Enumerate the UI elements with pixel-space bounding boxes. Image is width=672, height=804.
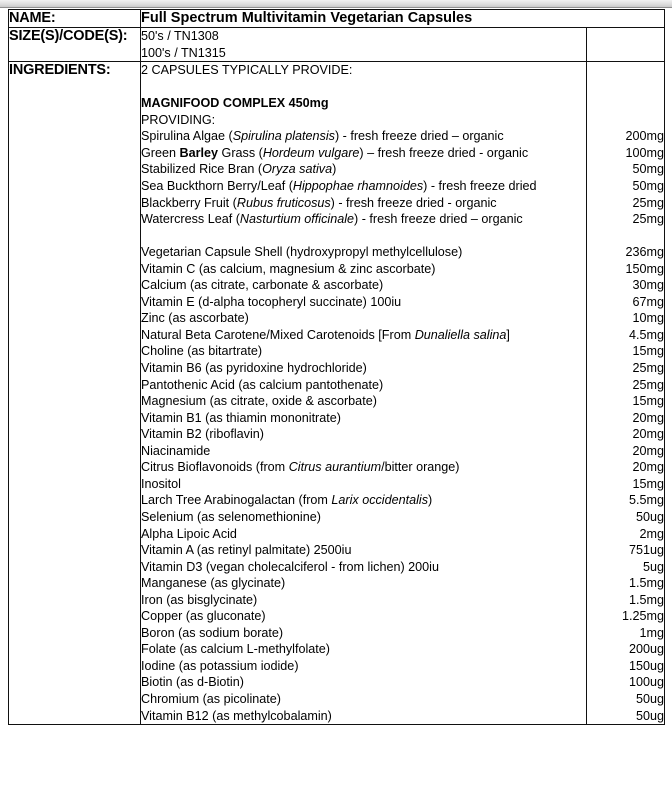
ingredient-amount: 20mg	[632, 460, 665, 475]
amount-spacer	[587, 62, 664, 79]
ingredient-amount	[587, 95, 664, 112]
ingredient-line: Pantothenic Acid (as calcium pantothenate)	[141, 377, 384, 392]
ingredient-line: Sea Buckthorn Berry/Leaf (Hippophae rhamnoides) - fresh freeze dried	[141, 179, 537, 194]
ingredient-amount: 50mg	[632, 162, 665, 177]
table-row-name	[9, 10, 665, 28]
ingredients-list	[141, 62, 587, 725]
product-spec-table	[8, 9, 665, 725]
ingredient-line: Biotin (as d-Biotin)	[141, 675, 244, 690]
product-name-value: Full Spectrum Multivitamin Vegetarian Capsules	[141, 10, 665, 28]
ingredient-line: Boron (as sodium borate)	[141, 625, 284, 640]
ingredient-amount: 1mg	[639, 625, 665, 640]
ingredient-amount: 50ug	[635, 691, 665, 706]
ingredient-amount: 25mg	[632, 377, 665, 392]
ingredient-line: Vitamin B2 (riboflavin)	[141, 427, 264, 442]
table-row-sizes	[9, 28, 665, 62]
ingredient-amount: 15mg	[632, 394, 665, 409]
sizes-codes-value	[141, 28, 587, 62]
sizes-amount-cell	[587, 28, 665, 62]
ingredient-amount: 1.25mg	[622, 609, 665, 624]
ingredient-amount: 15mg	[632, 476, 665, 491]
ingredient-line: Watercress Leaf (Nasturtium officinale) - fresh freeze dried – organic	[141, 212, 523, 227]
ingredient-line: Stabilized Rice Bran (Oryza sativa)	[141, 162, 337, 177]
ingredient-line: Iron (as bisglycinate)	[141, 592, 258, 607]
ingredient-amount: 100mg	[625, 145, 665, 160]
ingredient-amount: 150mg	[625, 261, 665, 276]
ingredient-line: Citrus Bioflavonoids (from Citrus aurantium/bitter orange)	[141, 460, 460, 475]
ingredient-line: Inositol	[141, 476, 181, 491]
page-top-edge-band	[0, 0, 672, 8]
ingredient-amount: 50ug	[635, 509, 665, 524]
ingredient-amount: 200mg	[625, 129, 665, 144]
ingredient-line: Folate (as calcium L-methylfolate)	[141, 642, 330, 657]
ingredient-amount: 200ug	[628, 642, 665, 657]
ingredient-amount	[587, 112, 664, 129]
ingredient-amount	[587, 228, 664, 245]
ingredient-line: Choline (as bitartrate)	[141, 344, 263, 359]
ingredient-line: Alpha Lipoic Acid	[141, 526, 237, 541]
ingredient-spacer	[141, 228, 586, 245]
ingredient-line: Larch Tree Arabinogalactan (from Larix occidentalis)	[141, 493, 433, 508]
ingredient-amount: 25mg	[632, 212, 665, 227]
row-label-name: NAME:	[9, 10, 141, 28]
ingredient-line: Natural Beta Carotene/Mixed Carotenoids [From Dunaliella salina]	[141, 327, 510, 342]
ingredient-line: Manganese (as glycinate)	[141, 576, 286, 591]
ingredient-amount: 20mg	[632, 427, 665, 442]
ingredient-line: Selenium (as selenomethionine)	[141, 509, 321, 524]
ingredient-amount: 67mg	[632, 294, 665, 309]
ingredient-lines-container	[141, 79, 586, 724]
ingredient-line: Green Barley Grass (Hordeum vulgare) – fresh freeze dried - organic	[141, 145, 529, 160]
ingredient-line: Zinc (as ascorbate)	[141, 311, 249, 326]
ingredient-line: Vitamin A (as retinyl palmitate) 2500iu	[141, 543, 352, 558]
ingredient-amount: 20mg	[632, 410, 665, 425]
ingredient-amount: 2mg	[639, 526, 665, 541]
ingredient-amounts	[587, 62, 665, 725]
ingredient-amount: 25mg	[632, 361, 665, 376]
spec-sheet	[8, 9, 664, 725]
table-row-ingredients	[9, 62, 665, 725]
ingredient-amount: 150ug	[628, 658, 665, 673]
row-label-sizes: SIZE(S)/CODE(S):	[9, 28, 141, 62]
ingredient-amount: 20mg	[632, 443, 665, 458]
ingredient-group-heading: MAGNIFOOD COMPLEX 450mg	[141, 96, 329, 111]
ingredient-line: Vitamin B12 (as methylcobalamin)	[141, 708, 332, 723]
ingredient-line: Blackberry Fruit (Rubus fruticosus) - fresh freeze dried - organic	[141, 195, 497, 210]
ingredient-amount: 1.5mg	[629, 592, 665, 607]
ingredient-line: Magnesium (as citrate, oxide & ascorbate)	[141, 394, 377, 409]
ingredient-amount: 50mg	[632, 179, 665, 194]
ingredient-amount: 10mg	[632, 311, 665, 326]
ingredient-line: Vitamin B6 (as pyridoxine hydrochloride)	[141, 361, 367, 376]
size-code-line: 100's / TN1315	[141, 45, 226, 60]
ingredient-group-subheading: PROVIDING:	[141, 112, 216, 127]
ingredient-line: Spirulina Algae (Spirulina platensis) - fresh freeze dried – organic	[141, 129, 504, 144]
ingredient-line: Chromium (as picolinate)	[141, 691, 281, 706]
ingredient-line: Calcium (as citrate, carbonate & ascorbate)	[141, 278, 384, 293]
ingredient-amount: 25mg	[632, 195, 665, 210]
ingredient-line: Vitamin E (d-alpha tocopheryl succinate) 100iu	[141, 294, 402, 309]
ingredient-line: Vitamin D3 (vegan cholecalciferol - from lichen) 200iu	[141, 559, 439, 574]
ingredient-line: Vitamin B1 (as thiamin mononitrate)	[141, 410, 341, 425]
ingredient-amount	[587, 79, 664, 96]
ingredient-line: Vegetarian Capsule Shell (hydroxypropyl methylcellulose)	[141, 245, 463, 260]
ingredient-amount: 100ug	[628, 675, 665, 690]
amount-lines-container	[587, 79, 664, 724]
ingredient-amount: 30mg	[632, 278, 665, 293]
ingredients-intro: 2 CAPSULES TYPICALLY PROVIDE:	[141, 63, 353, 78]
ingredient-amount: 4.5mg	[629, 327, 665, 342]
ingredient-amount: 1.5mg	[629, 576, 665, 591]
ingredient-amount: 50ug	[635, 708, 665, 723]
ingredient-line: Vitamin C (as calcium, magnesium & zinc ascorbate)	[141, 261, 436, 276]
ingredient-amount: 5ug	[643, 559, 665, 574]
size-code-line: 50's / TN1308	[141, 29, 219, 43]
ingredient-amount: 5.5mg	[629, 493, 665, 508]
ingredient-line: Niacinamide	[141, 443, 211, 458]
ingredient-amount: 236mg	[625, 245, 665, 260]
row-label-ingredients: INGREDIENTS:	[9, 62, 141, 725]
ingredient-amount: 15mg	[632, 344, 665, 359]
ingredient-spacer	[141, 79, 586, 96]
ingredient-line: Iodine (as potassium iodide)	[141, 658, 299, 673]
ingredient-amount: 751ug	[628, 543, 665, 558]
ingredient-line: Copper (as gluconate)	[141, 609, 266, 624]
